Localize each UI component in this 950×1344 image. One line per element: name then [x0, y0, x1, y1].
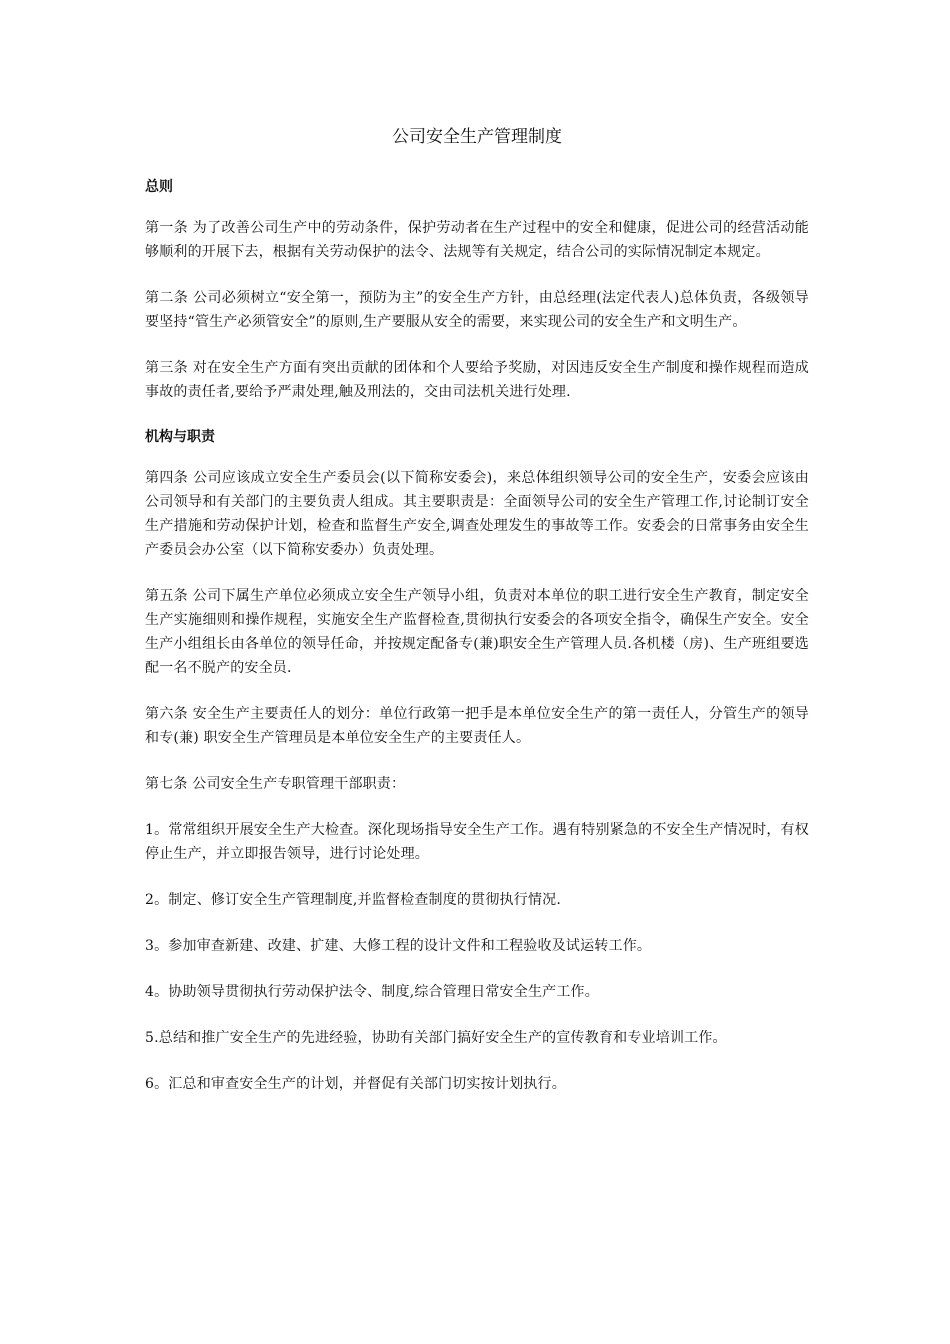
- document-body: [145, 124, 809, 1118]
- section-heading-general: 总则: [145, 179, 173, 195]
- document-title: 公司安全生产管理制度: [392, 127, 562, 147]
- duty-item-5: 5.总结和推广安全生产的先进经验，协助有关部门搞好安全生产的宣传教育和专业培训工作。: [145, 1030, 727, 1046]
- article-1: 第一条 为了改善公司生产中的劳动条件，保护劳动者在生产过程中的安全和健康，促进公司的经营活动能够顺利的开展下去，根据有关劳动保护的法令、法规等有关规定，结合公司的实际情况制定本规定。: [145, 220, 809, 260]
- article-6: 第六条 安全生产主要责任人的划分：单位行政第一把手是本单位安全生产的第一责任人，分管生产的领导和专(兼) 职安全生产管理员是本单位安全生产的主要责任人。: [145, 706, 809, 746]
- duty-item-4: 4。协助领导贯彻执行劳动保护法令、制度,综合管理日常安全生产工作。: [145, 984, 599, 1000]
- duty-item-1: 1。常常组织开展安全生产大检查。深化现场指导安全生产工作。遇有特别紧急的不安全生产情况时，有权停止生产，并立即报告领导，进行讨论处理。: [145, 822, 809, 862]
- section-heading-organization: 机构与职责: [145, 429, 215, 445]
- article-2: 第二条 公司必须树立“安全第一，预防为主”的安全生产方针，由总经理(法定代表人)总体负责，各级领导要坚持“管生产必须管安全”的原则,生产要服从安全的需要，来实现公司的安全生产和文明生产。: [145, 290, 809, 330]
- duty-item-2: 2。制定、修订安全生产管理制度,并监督检查制度的贯彻执行情况.: [145, 892, 562, 908]
- article-5: 第五条 公司下属生产单位必须成立安全生产领导小组，负责对本单位的职工进行安全生产教育，制定安全生产实施细则和操作规程，实施安全生产监督检查,贯彻执行安委会的各项安全指令，确保生产安全。安全生产小组组长由各单位的领导任命，并按规定配备专(兼)职安全生产管理人员.各机楼（房)、生产班组要选配一名不脱产的安全员.: [145, 588, 809, 676]
- article-3: 第三条 对在安全生产方面有突出贡献的团体和个人要给予奖励，对因违反安全生产制度和操作规程而造成事故的责任者,要给予严肃处理,触及刑法的，交由司法机关进行处理.: [145, 360, 809, 400]
- article-7: 第七条 公司安全生产专职管理干部职责：: [145, 776, 406, 792]
- article-4: 第四条 公司应该成立安全生产委员会(以下简称安委会)，来总体组织领导公司的安全生产，安委会应该由公司领导和有关部门的主要负责人组成。其主要职责是：全面领导公司的安全生产管理工作,讨论制订安全生产措施和劳动保护计划，检查和监督生产安全,调查处理发生的事故等工作。安委会的日常事务由安全生产委员会办公室（以下简称安委办）负责处理。: [145, 470, 809, 558]
- duty-item-3: 3。参加审查新建、改建、扩建、大修工程的设计文件和工程验收及试运转工作。: [145, 938, 652, 954]
- duty-item-6: 6。汇总和审查安全生产的计划，并督促有关部门切实按计划执行。: [145, 1076, 566, 1092]
